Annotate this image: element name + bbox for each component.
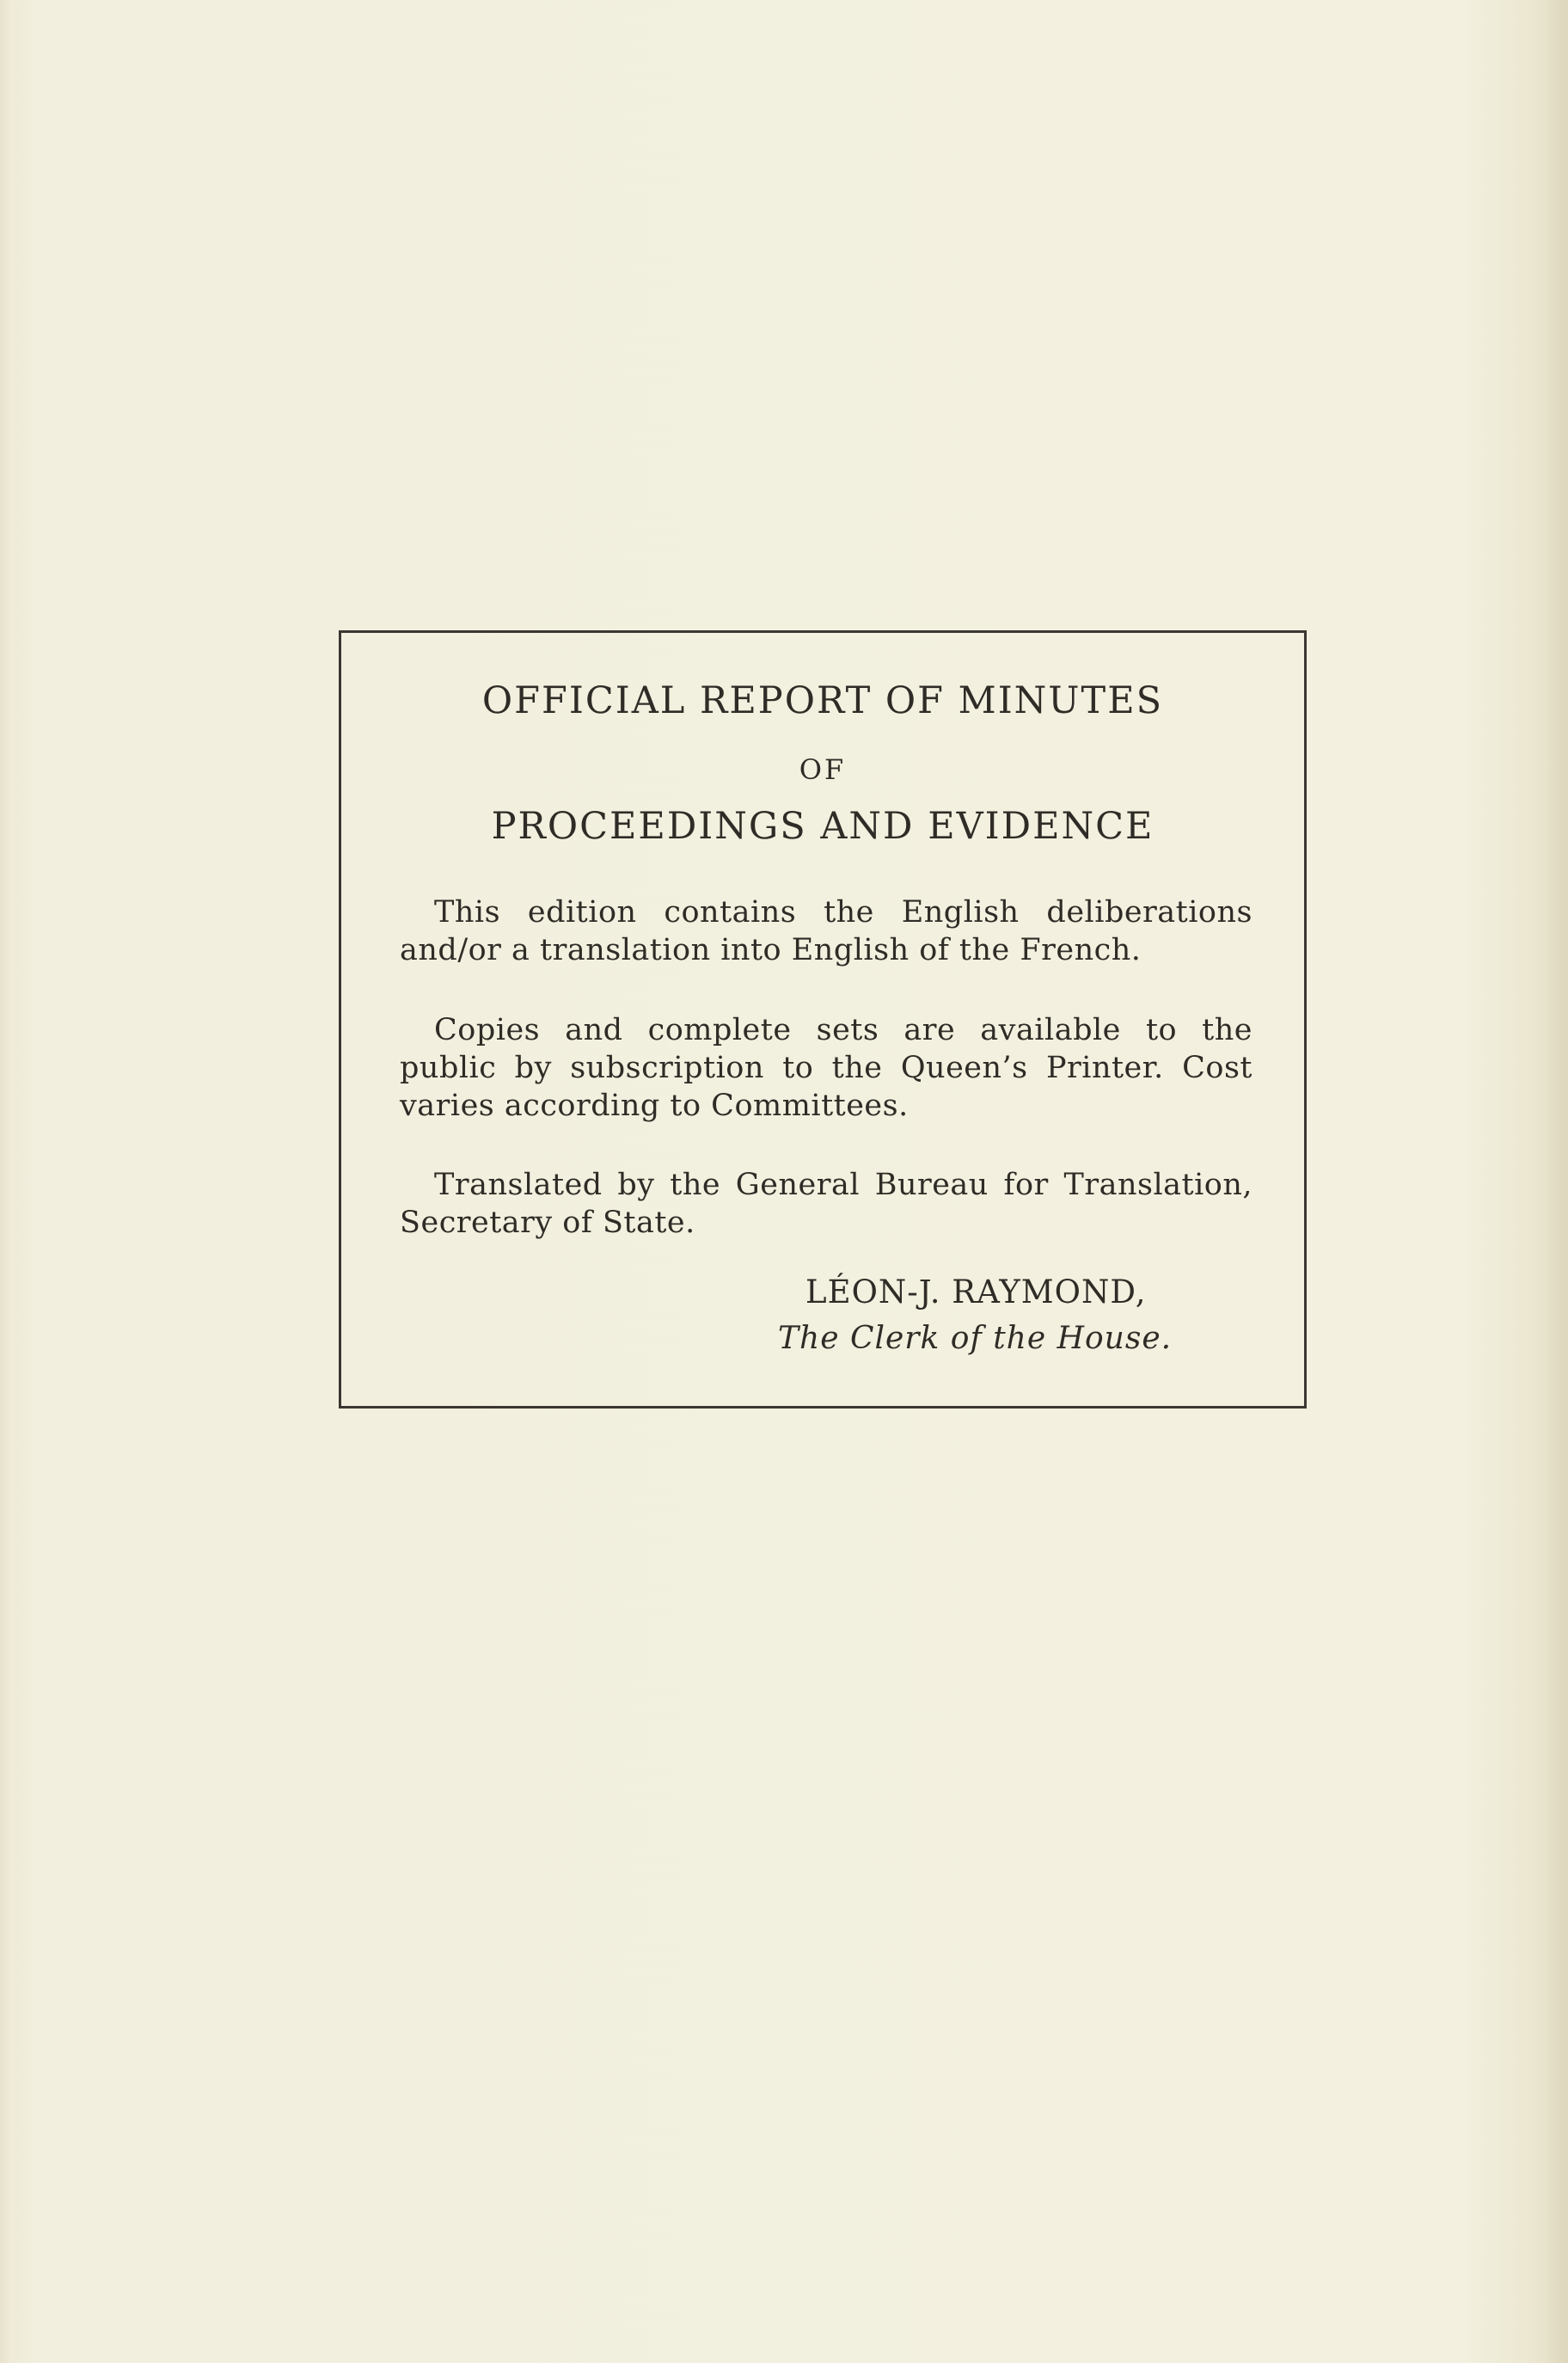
signatory-name: LÉON-J. RAYMOND, — [805, 1274, 1147, 1310]
page-right-edge-shadow — [1546, 0, 1568, 2363]
notice-paragraph-translation: Translated by the General Bureau for Translation, Secretary of State. — [400, 1168, 1253, 1240]
notice-title-line-3: PROCEEDINGS AND EVIDENCE — [491, 805, 1155, 848]
notice-title-line-2: OF — [799, 753, 847, 786]
notice-paragraph-edition: This edition contains the English deliberations and/or a translation into English of the French. — [400, 895, 1253, 967]
notice-title-line-1: OFFICIAL REPORT OF MINUTES — [481, 679, 1164, 722]
signatory-title: The Clerk of the House. — [778, 1321, 1173, 1356]
notice-paragraph-copies: Copies and complete sets are available to the public by subscription to the Queen’s Printer. Cost varies according to Committees. — [400, 1013, 1253, 1123]
official-report-notice-box — [339, 630, 1307, 1409]
page-left-edge — [0, 0, 12, 2363]
